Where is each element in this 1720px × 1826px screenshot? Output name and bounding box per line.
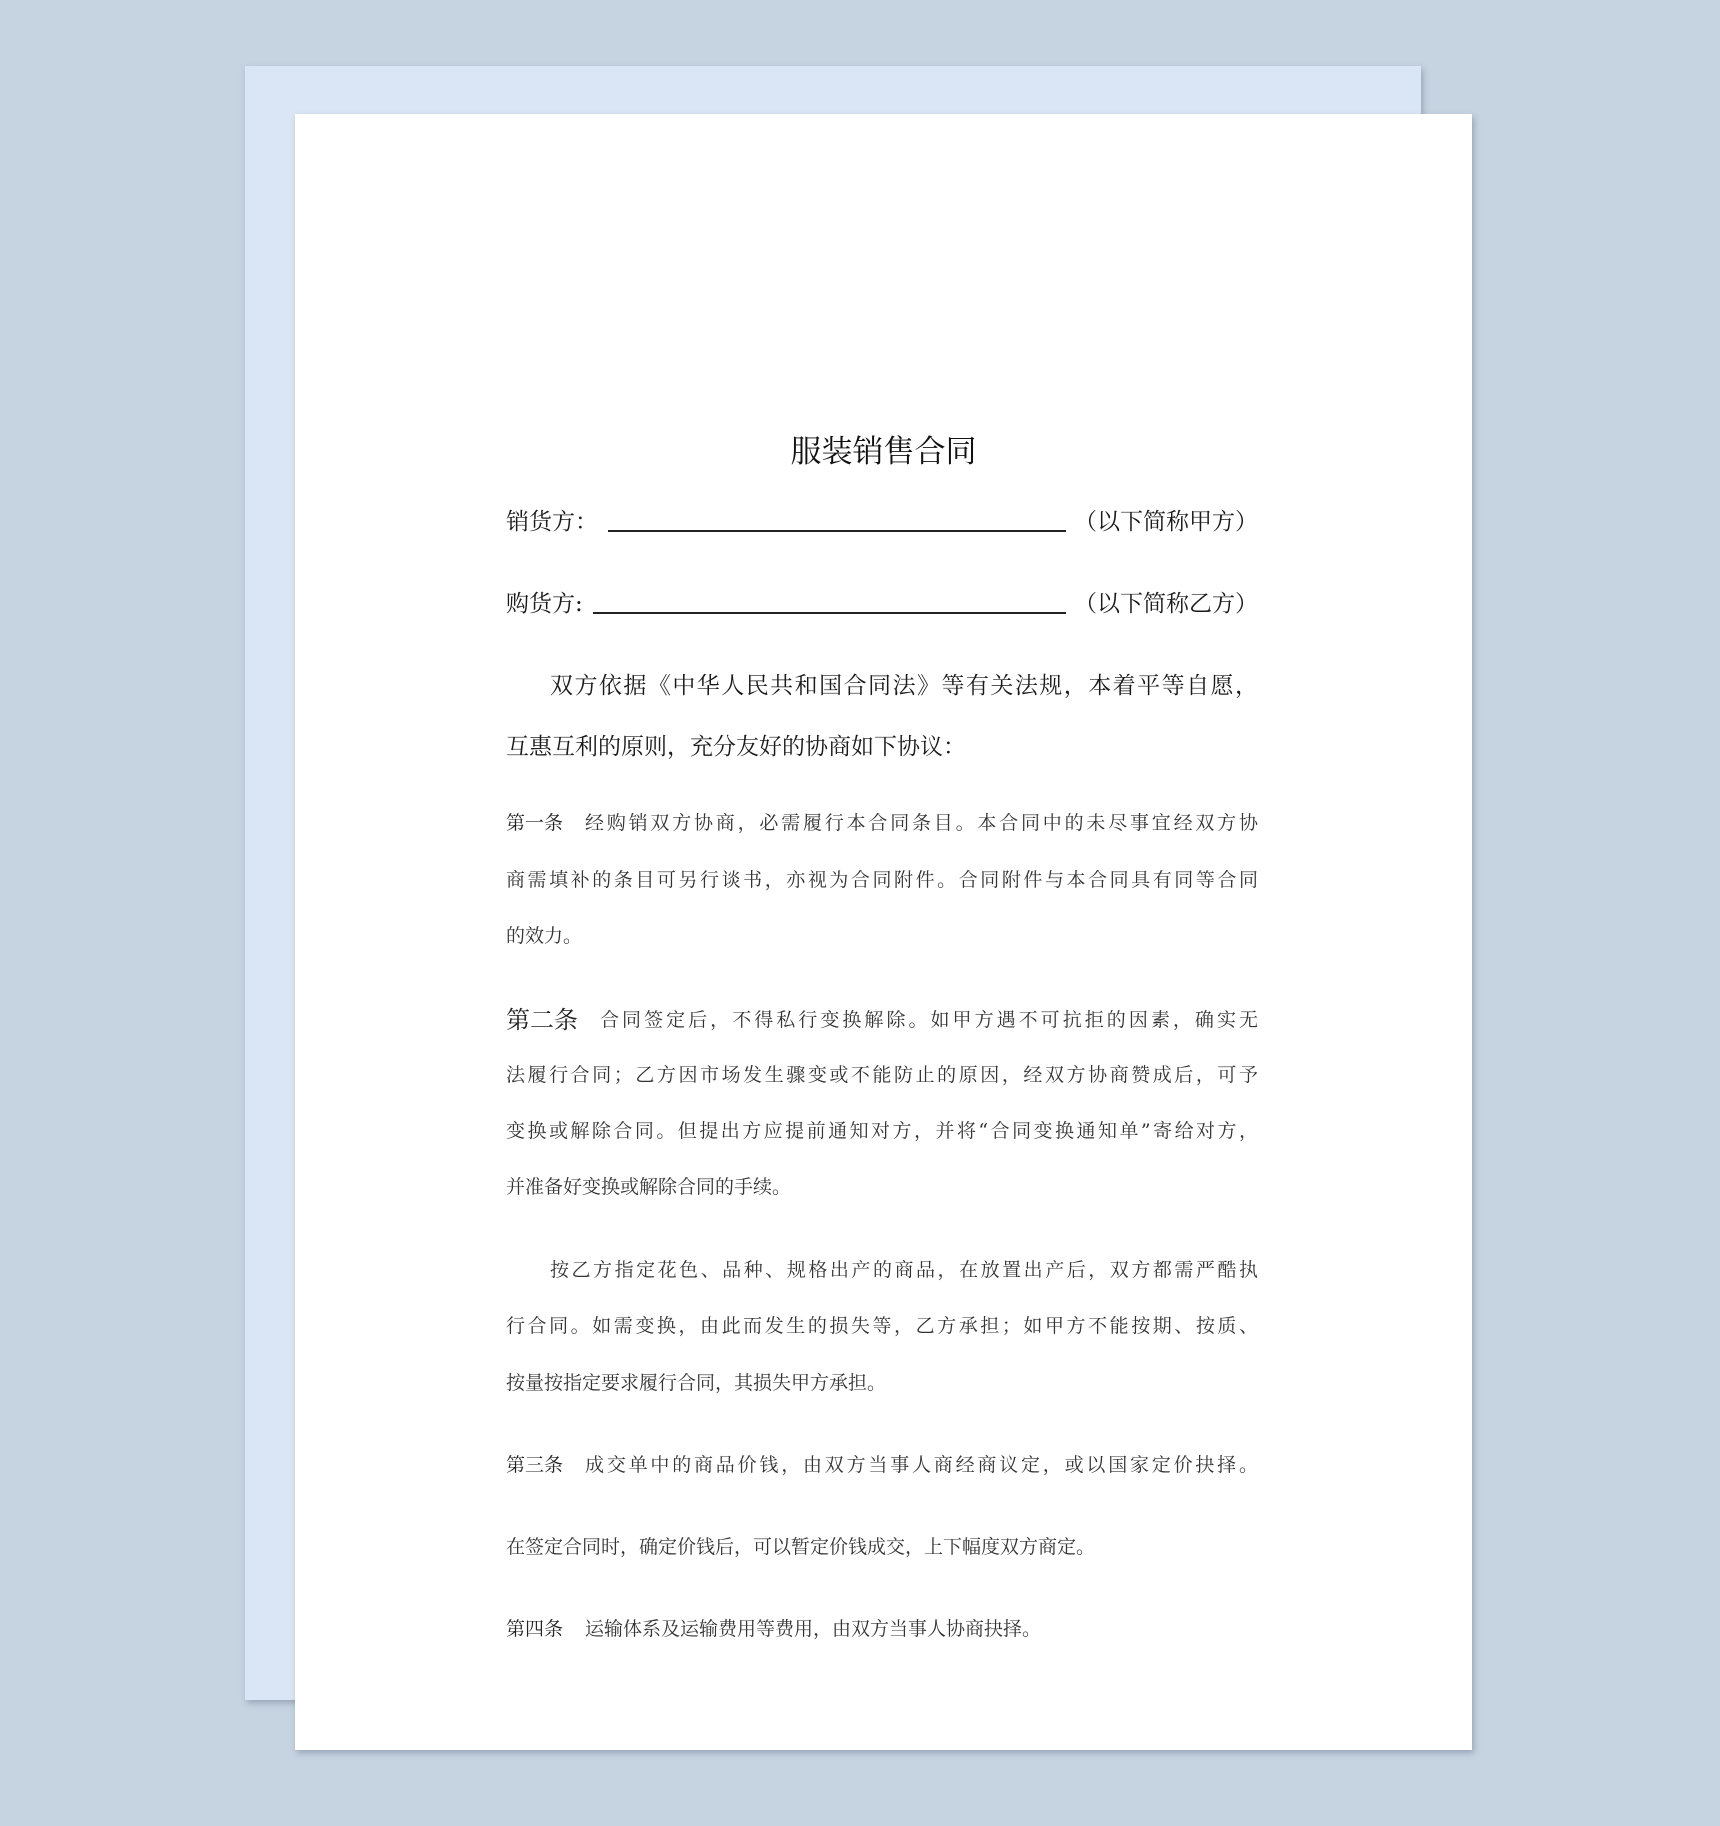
article-1-heading: 第一条 xyxy=(506,812,564,834)
buyer-suffix: （以下简称乙方） xyxy=(1074,591,1258,617)
article-2-line: 变换或解除合同。但提出方应提前通知对方，并将“合同变换通知单”寄给对方， xyxy=(506,1120,1258,1142)
preamble-line: 双方依据《中华人民共和国合同法》等有关法规，本着平等自愿， xyxy=(550,673,1258,699)
article-1-line xyxy=(506,814,1258,833)
article-4-line xyxy=(506,1620,1258,1639)
preamble-line: 互惠互利的原则，充分友好的协商如下协议： xyxy=(506,734,966,760)
seller-blank-field[interactable] xyxy=(608,510,1066,532)
buyer-label: 购货方: xyxy=(506,591,583,617)
article-2-heading: 第二条 xyxy=(506,1006,578,1034)
seller-suffix: （以下简称甲方） xyxy=(1074,509,1258,535)
paragraph-line: 按量按指定要求履行合同，其损失甲方承担。 xyxy=(506,1372,887,1394)
article-3-heading: 第三条 xyxy=(506,1454,564,1476)
article-3-line xyxy=(506,1456,1258,1475)
paragraph-line: 按乙方指定花色、品种、规格出产的商品，在放置出产后，双方都需严酷执 xyxy=(550,1259,1258,1281)
article-1-line: 的效力。 xyxy=(506,925,583,947)
article-3-text: 成交单中的商品价钱，由双方当事人商经商议定，或以国家定价抉择。 xyxy=(585,1454,1258,1476)
article-4-heading: 第四条 xyxy=(506,1618,564,1640)
article-4-text: 运输体系及运输费用等费用，由双方当事人协商抉择。 xyxy=(585,1618,1042,1640)
buyer-line xyxy=(506,592,1258,616)
article-1-text: 经购销双方协商，必需履行本合同条目。本合同中的未尽事宜经双方协 xyxy=(585,812,1258,834)
seller-label: 销货方： xyxy=(506,509,598,535)
article-3-line: 在签定合同时，确定价钱后，可以暂定价钱成交，上下幅度双方商定。 xyxy=(506,1536,1096,1558)
article-2-text: 合同签定后，不得私行变换解除。如甲方遇不可抗拒的因素，确实无 xyxy=(600,1008,1258,1031)
buyer-blank-field[interactable] xyxy=(593,592,1066,614)
document-title: 服装销售合同 xyxy=(790,434,977,470)
paragraph-line: 行合同。如需变换，由此而发生的损失等，乙方承担；如甲方不能按期、按质、 xyxy=(506,1315,1258,1337)
article-2-line xyxy=(506,1008,1258,1032)
seller-line xyxy=(506,510,1258,534)
article-2-line: 法履行合同；乙方因市场发生骤变或不能防止的原因，经双方协商赞成后，可予 xyxy=(506,1064,1258,1086)
article-2-line: 并准备好变换或解除合同的手续。 xyxy=(506,1176,792,1198)
document-page xyxy=(295,114,1472,1750)
article-1-line: 商需填补的条目可另行谈书，亦视为合同附件。合同附件与本合同具有同等合同 xyxy=(506,869,1258,891)
